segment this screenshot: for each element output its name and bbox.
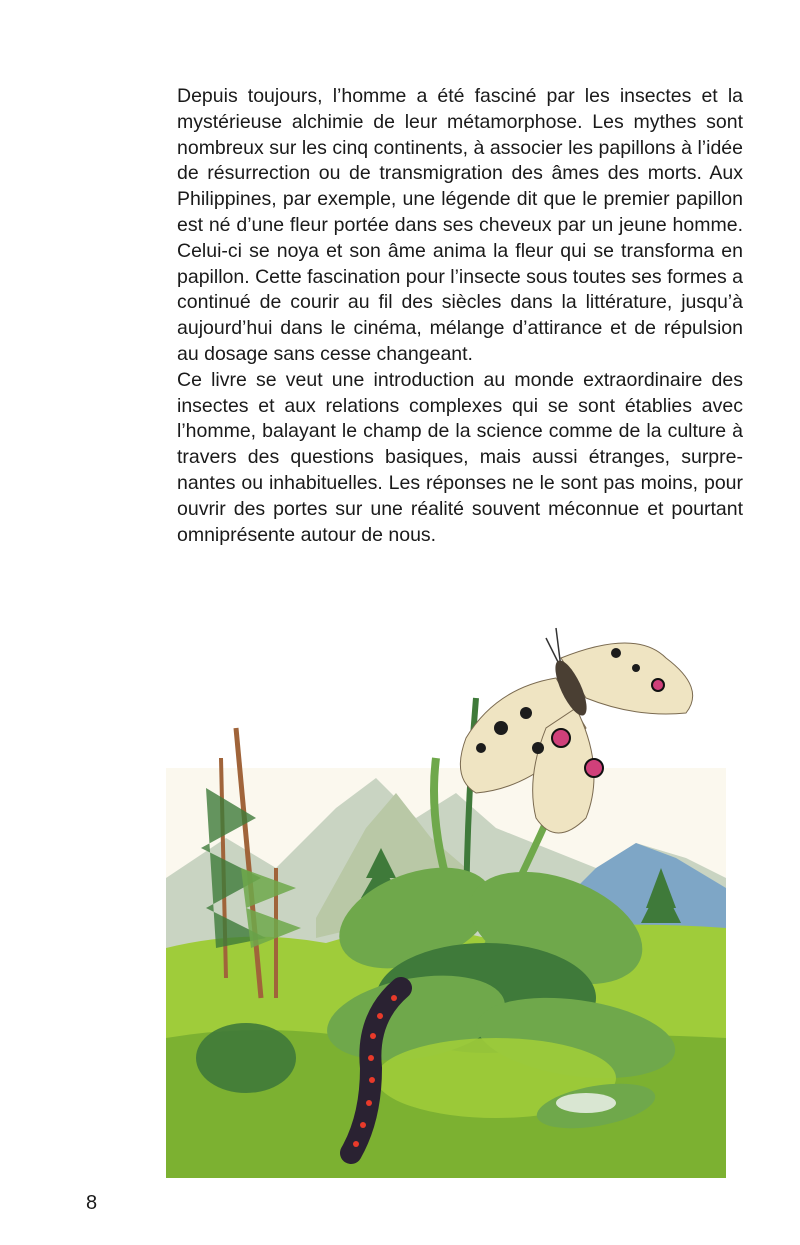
paragraph-1: Depuis toujours, l’homme a été fasciné par les insectes et la mystérieuse alchimie de leur métamorphose. Les mythes sont nombreux sur les cinq continents, à associer les papillons à l’idée de résurrection ou de transmigration des âmes des morts. Aux Philippines, par exemple, une légende dit que le premier papillon est né d’une fleur portée dans ses cheveux par un jeune homme. Celui-ci se noya et son âme anima la fleur qui se transforma en papillon. Cette fascination pour l’insecte sous toutes ses formes a continué de courir au fil des siècles dans la littérature, jusqu’à aujourd’hui dans le cinéma, mélange d’attirance et de répulsion au dosage sans cesse changeant. <box>177 85 743 365</box>
page-number: 8 <box>86 1192 98 1214</box>
body-text <box>177 84 743 548</box>
illustration-svg <box>166 618 726 1178</box>
chrysalis <box>556 1093 616 1113</box>
paragraph-2: Ce livre se veut une introduction au monde extraordinaire des insectes et aux relations complexes qui se sont établies avec l’homme, balayant le champ de la science comme de la culture à travers des questions basiques, mais aussi étranges, surprenantes ou inhabituelles. Les réponses ne le sont pas moins, pour ouvrir des portes sur une réalité souvent méconnue et pourtant omniprésente autour de nous. <box>177 368 743 546</box>
butterfly-landscape-illustration <box>166 618 726 1178</box>
